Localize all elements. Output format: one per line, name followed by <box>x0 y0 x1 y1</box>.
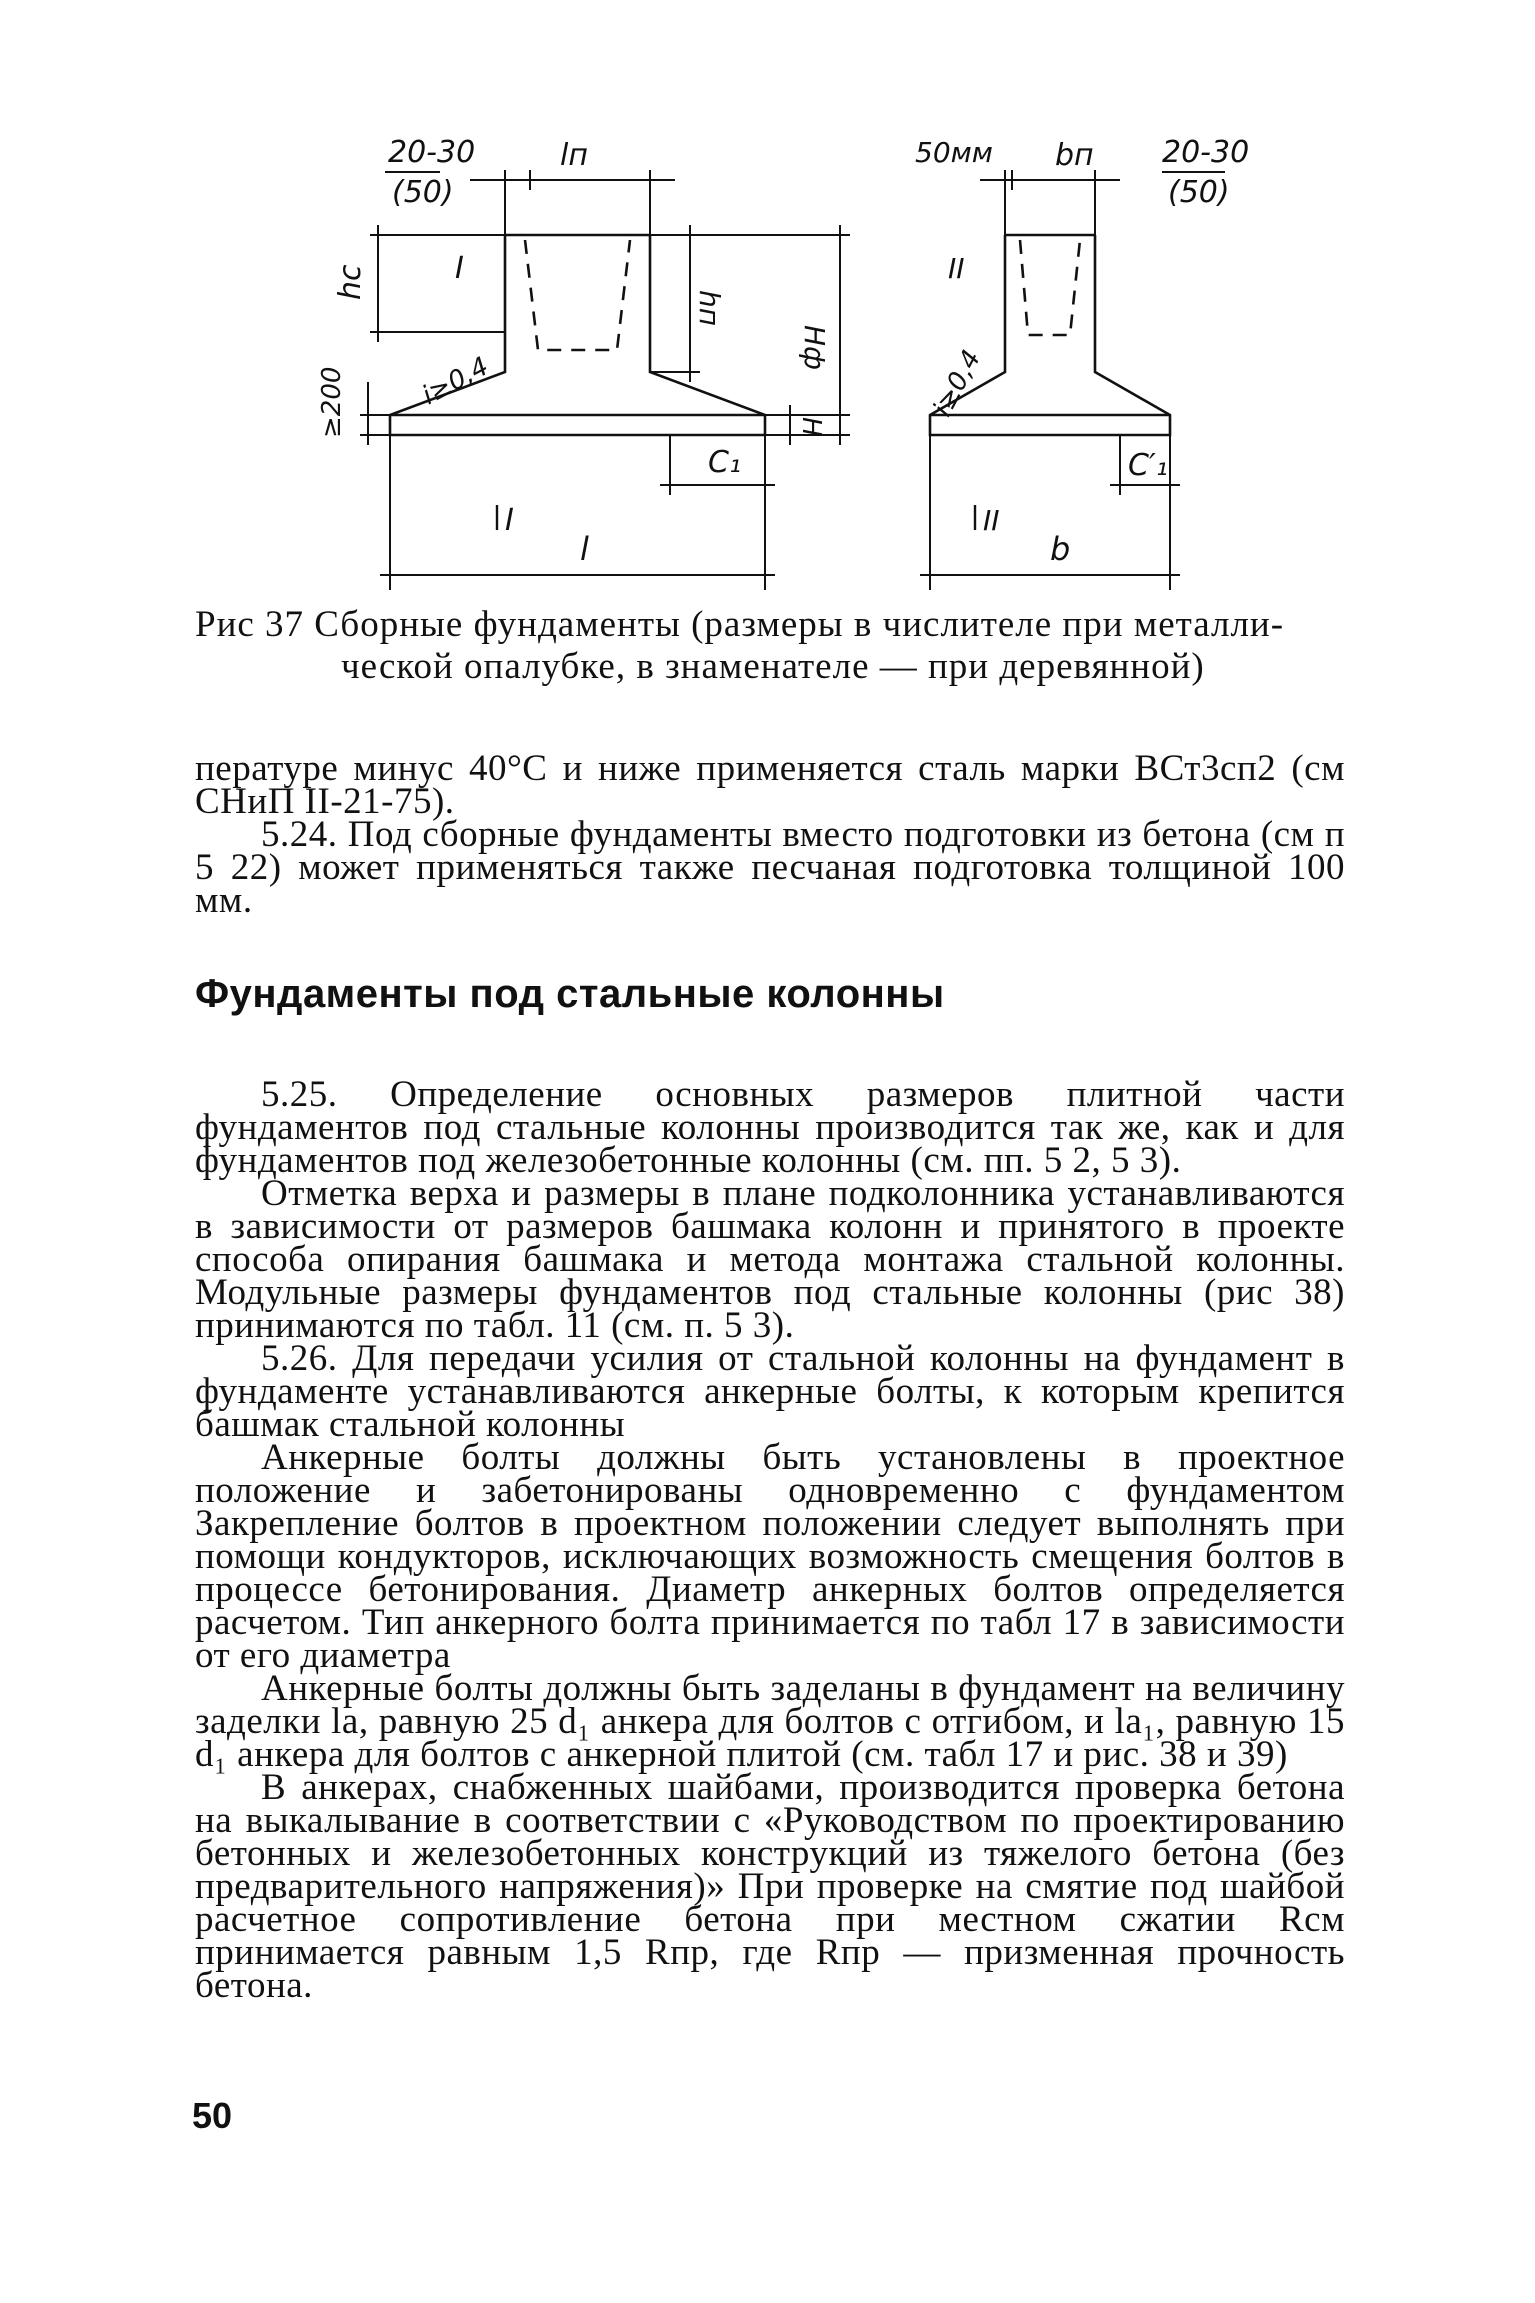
label-section-II: II <box>948 252 965 285</box>
label-b-p: bп <box>1055 138 1094 173</box>
page-number: 50 <box>192 2095 233 2136</box>
label-h-c: hс <box>333 264 368 300</box>
paragraph: 5.24. Под сборные фундаменты вместо подготовки из бетона (см п 5 22) может применяться также песчаная подготовка толщиной 100 мм. <box>195 814 1345 921</box>
text-block-main <box>195 1074 1345 2006</box>
label-dim-metal-right: 20-30 <box>1162 135 1250 170</box>
label-dim-50mm: 50мм <box>915 136 993 169</box>
section-heading: Фундаменты под стальные колонны <box>195 972 945 1016</box>
label-section-I: I <box>455 251 464 286</box>
label-dim-wood-right: (50) <box>1168 175 1230 210</box>
paragraph: 5.25. Определение основных размеров плитной части фундаментов под стальные колонны производится так же, как и для фундаментов под железобетонные колонны (см. пп. 5 2, 5 3). <box>195 1074 1345 1181</box>
label-min-200: ≥200 <box>317 366 347 438</box>
foundation-figure <box>290 120 1290 590</box>
label-H-f: Hф <box>798 325 831 370</box>
label-dim-wood-left: (50) <box>392 175 454 210</box>
paragraph: пературе минус 40°С и ниже применяется сталь марки ВСт3сп2 (см СНиП II-21-75). <box>195 748 1345 822</box>
label-slope-left: i≥0,4 <box>417 351 494 412</box>
figure-caption <box>195 604 1345 688</box>
figure-caption-line-2: ческой опалубке, в знаменателе — при деревянной) <box>341 646 1205 687</box>
label-dim-metal-left: 20-30 <box>388 135 476 170</box>
foundation-drawings <box>290 120 1290 590</box>
label-cut-I: I <box>505 503 514 538</box>
figure-caption-line-1: Рис 37 Сборные фундаменты (размеры в числителе при металли- <box>195 604 1285 645</box>
label-H: H <box>796 417 826 437</box>
label-cut-II: II <box>983 504 1000 537</box>
paragraph: Анкерные болты должны быть установлены в проектное положение и забетонированы одновременно с фундаментом Закрепление болтов в проектном положении следует выполнять при помощи кондукторов, исключающих возможность смещения болтов в процессе бетонирования. Диаметр анкерных болтов определяется расчетом. Тип анкерного болта принимается по табл 17 в зависимости от его диаметра <box>195 1437 1345 1676</box>
text-block-top <box>195 748 1345 921</box>
paragraph: В анкерах, снабженных шайбами, производится проверка бетона на выкалывание в соответствии с «Руководством по проектированию бетонных и железобетонных конструкций из тяжелого бетона (без предварительного напряжения)» При проверке на смятие под шайбой расчетное сопротивление бетона при местном сжатии Rсм принимается равным 1,5 Rпр, где Rпр — призменная прочность бетона. <box>195 1767 1345 2006</box>
label-C1: C₁ <box>708 445 741 480</box>
label-b: b <box>1050 530 1071 568</box>
label-slope-right: i≥0,4 <box>927 345 988 422</box>
label-C1-prime: C′₁ <box>1128 448 1168 483</box>
paragraph: Анкерные болты должны быть заделаны в фундамент на величину заделки lа, равную 25 d₁ анкера для болтов с отгибом, и lа₁, равную 15 d₁ анкера для болтов с анкерной плитой (см. табл 17 и рис. 38 и 39) <box>195 1668 1345 1775</box>
label-h-p: hп <box>693 290 726 327</box>
paragraph: 5.26. Для передачи усилия от стальной колонны на фундамент в фундаменте устанавливаются анкерные болты, к которым крепится башмак стальной колонны <box>195 1338 1345 1445</box>
label-l: l <box>580 530 589 568</box>
paragraph: Отметка верха и размеры в плане подколонника устанавливаются в зависимости от размеров башмака колонн и принятого в проекте способа опирания башмака и метода монтажа стальной колонны. Модульные размеры фундаментов под стальные колонны (рис 38) принимаются по табл. 11 (см. п. 5 3). <box>195 1173 1345 1346</box>
label-l-p: lп <box>560 138 588 173</box>
